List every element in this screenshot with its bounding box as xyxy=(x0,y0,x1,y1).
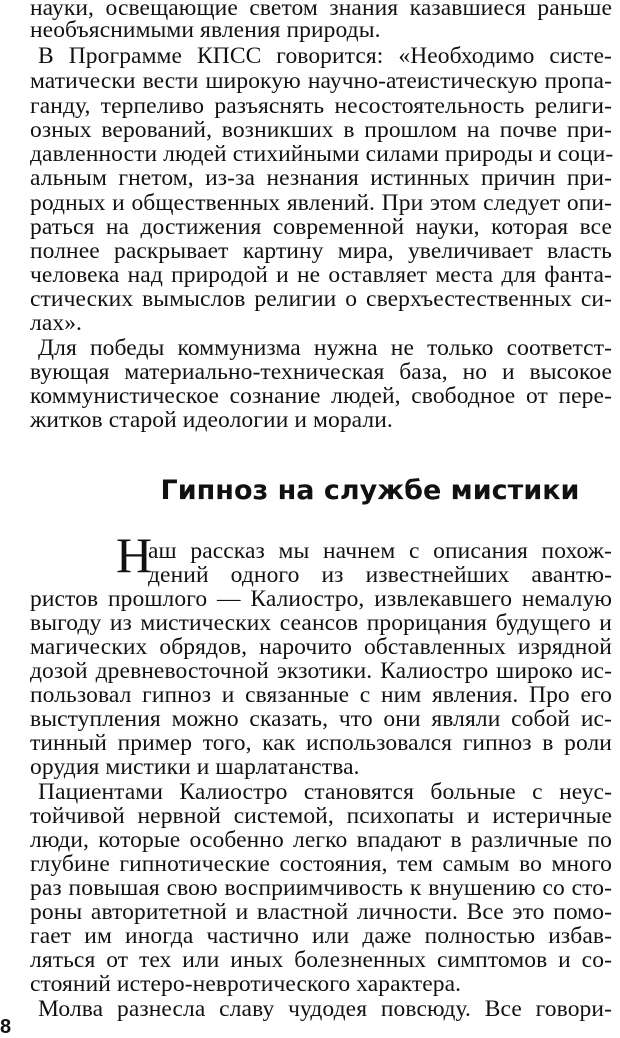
text-line: человека над природой и не оставляет места для фанта- xyxy=(30,262,612,288)
text-line: выступления можно сказать, что они являли собой ис- xyxy=(30,706,612,732)
text-line: житков старой идеологии и морали. xyxy=(30,407,393,433)
chapter-heading: Гипноз на службе мистики xyxy=(160,475,580,506)
text-line: В Программе КПСС говорится: «Необходимо систе- xyxy=(38,43,612,69)
text-line: ганду, терпеливо разъяснять несостоятельность религи- xyxy=(30,93,612,119)
text-line: лах». xyxy=(30,310,83,336)
text-line: матически вести широкую научно-атеистическую пропа- xyxy=(30,68,612,94)
text-line: ристов прошлого — Калиостро, извлекавшего немалую xyxy=(30,586,612,612)
text-line: раться на достижения современной науки, которая все xyxy=(30,214,612,240)
text-line: люди, которые особенно легко впадают в различные по xyxy=(30,827,612,853)
text-line: роны авторитетной и властной личности. Все это помо- xyxy=(30,899,612,925)
text-line: пользовал гипноз и связанные с ним явления. Про его xyxy=(30,682,612,708)
text-line: давленности людей стихийными силами природы и соци- xyxy=(30,141,614,167)
text-line: стических вымыслов религии о сверхъестественных си- xyxy=(30,286,612,312)
text-line: магических обрядов, нарочито обставленных изрядной xyxy=(30,634,612,660)
text-line: раз повышая свою восприимчивость к внушению со сто- xyxy=(30,875,612,901)
text-line: озных верований, возникших в прошлом на почве при- xyxy=(30,117,612,143)
text-line: ляться от тех или иных болезненных симптомов и со- xyxy=(30,947,612,973)
text-line: родных и общественных явлений. При этом следует опи- xyxy=(30,190,612,216)
text-line: дений одного из известнейших авантю- xyxy=(148,562,612,588)
text-line: Пациентами Калиостро становятся больные с неус- xyxy=(38,779,612,805)
text-line: выгоду из мистических сеансов прорицания будущего и xyxy=(30,610,612,636)
text-line: орудия мистики и шарлатанства. xyxy=(30,754,360,780)
text-line: гает им иногда частично или даже полностью избав- xyxy=(30,923,612,949)
text-line: альным гнетом, из-за незнания истинных причин при- xyxy=(30,165,612,191)
drop-cap-letter: Н xyxy=(116,527,153,583)
text-line: коммунистическое сознание людей, свободное от пере- xyxy=(30,383,612,409)
text-line: тинный пример того, как использовался гипноз в роли xyxy=(30,730,612,756)
text-line: аш рассказ мы начнем с описания похож- xyxy=(148,538,612,564)
text-line: вующая материально-техническая база, но и высокое xyxy=(30,359,612,385)
text-line: стояний истеро-невротического характера. xyxy=(30,971,462,997)
page-number: 8 xyxy=(0,1016,12,1038)
text-line: Молва разнесла славу чудодея повсюду. Все говори- xyxy=(38,996,612,1022)
text-line: Для победы коммунизма нужна не только соответст- xyxy=(38,335,612,361)
text-line: полнее раскрывает картину мира, увеличивает власть xyxy=(30,238,612,264)
text-line: дозой древневосточной экзотики. Калиостро широко ис- xyxy=(30,658,612,684)
text-line: необъяснимыми явления природы. xyxy=(30,17,381,43)
text-line: науки, освещающие светом знания казавшиеся раньше xyxy=(30,0,612,21)
text-line: глубине гипнотические состояния, тем самым во много xyxy=(30,851,612,877)
text-line: тойчивой нервной системой, психопаты и истеричные xyxy=(30,803,612,829)
